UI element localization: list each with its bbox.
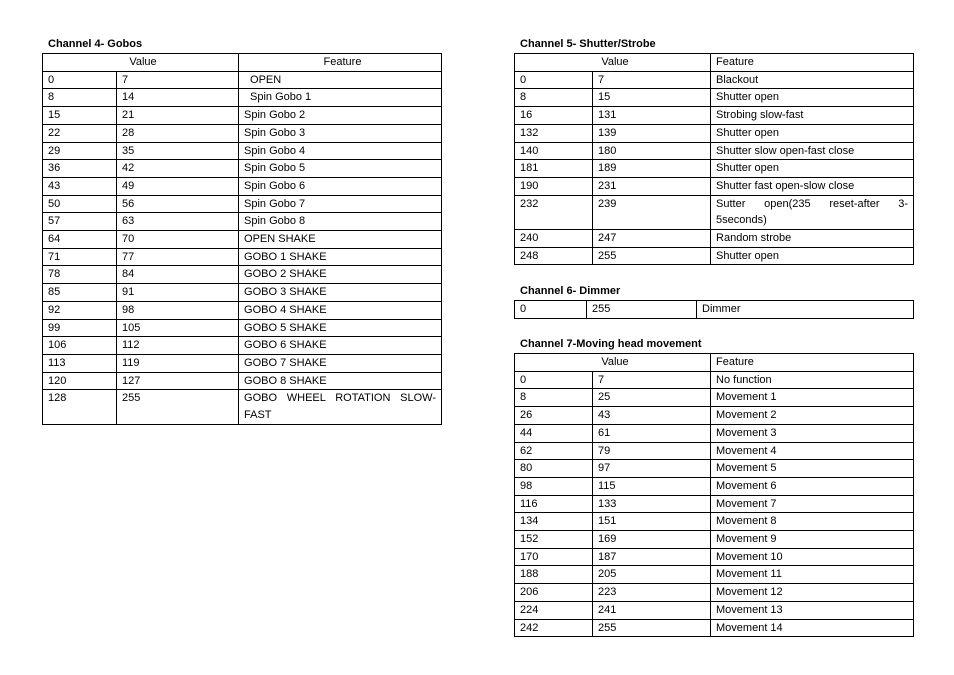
feature: Spin Gobo 1 [239,89,442,107]
value-to: 151 [593,513,711,531]
feature: No function [711,371,914,389]
value-from: 188 [515,566,593,584]
header-feature: Feature [711,354,914,372]
feature: Spin Gobo 7 [239,195,442,213]
value-from: 134 [515,513,593,531]
value-from: 44 [515,424,593,442]
value-to: 223 [593,584,711,602]
table-row [515,389,914,407]
table-row [43,319,442,337]
table-row [515,160,914,178]
value-to: 255 [593,247,711,265]
value-to: 255 [117,390,239,424]
value-to: 127 [117,372,239,390]
value-from: 22 [43,124,117,142]
table-row [43,124,442,142]
value-to: 70 [117,231,239,249]
value-to: 15 [593,89,711,107]
value-from: 106 [43,337,117,355]
table-row [43,71,442,89]
feature: Spin Gobo 5 [239,160,442,178]
table-row [515,619,914,637]
feature: Shutter open [711,89,914,107]
feature: Spin Gobo 2 [239,107,442,125]
feature: Blackout [711,71,914,89]
table-header-row [515,354,914,372]
feature: Movement 14 [711,619,914,637]
feature: Strobing slow-fast [711,107,914,125]
feature: Movement 8 [711,513,914,531]
value-to: 119 [117,354,239,372]
table-row [515,371,914,389]
table-row [43,354,442,372]
table-row [515,107,914,125]
value-from: 140 [515,142,593,160]
value-from: 99 [43,319,117,337]
value-from: 224 [515,601,593,619]
feature: Spin Gobo 8 [239,213,442,231]
feature: GOBO 2 SHAKE [239,266,442,284]
table-row [515,71,914,89]
value-to: 7 [593,371,711,389]
channel-5-title: Channel 5- Shutter/Strobe [520,38,656,50]
feature: GOBO 1 SHAKE [239,248,442,266]
header-value: Value [515,54,711,72]
table-row [515,531,914,549]
feature: GOBO 8 SHAKE [239,372,442,390]
feature: Movement 13 [711,601,914,619]
value-from: 92 [43,301,117,319]
value-from: 57 [43,213,117,231]
value-from: 64 [43,231,117,249]
table-row [515,548,914,566]
value-from: 36 [43,160,117,178]
feature: Movement 11 [711,566,914,584]
value-from: 8 [515,389,593,407]
table-row [43,266,442,284]
value-from: 8 [515,89,593,107]
value-to: 42 [117,160,239,178]
value-from: 242 [515,619,593,637]
channel-6-table [514,300,914,319]
channel-4-title: Channel 4- Gobos [48,38,143,50]
value-to: 91 [117,284,239,302]
value-to: 131 [593,107,711,125]
feature: Movement 4 [711,442,914,460]
value-from: 232 [515,195,593,229]
feature: Spin Gobo 4 [239,142,442,160]
feature: Movement 5 [711,460,914,478]
table-row [43,390,442,424]
value-to: 84 [117,266,239,284]
table-row [515,177,914,195]
table-row [515,513,914,531]
feature: Sutter open(235 reset-after 3-5seconds) [711,195,914,229]
feature: GOBO WHEEL ROTATION SLOW-FAST [239,390,442,424]
value-to: 7 [593,71,711,89]
feature: Movement 3 [711,424,914,442]
table-row [515,584,914,602]
value-to: 7 [117,71,239,89]
feature: GOBO 4 SHAKE [239,301,442,319]
feature: GOBO 7 SHAKE [239,354,442,372]
value-from: 190 [515,177,593,195]
value-to: 49 [117,177,239,195]
table-row [43,89,442,107]
table-row [515,301,914,319]
value-to: 187 [593,548,711,566]
value-from: 0 [515,301,587,319]
feature: GOBO 5 SHAKE [239,319,442,337]
value-to: 105 [117,319,239,337]
value-from: 98 [515,477,593,495]
feature: Shutter open [711,160,914,178]
value-to: 43 [593,407,711,425]
value-to: 112 [117,337,239,355]
table-row [515,142,914,160]
value-from: 0 [515,371,593,389]
value-from: 128 [43,390,117,424]
value-from: 80 [515,460,593,478]
table-header-row [515,54,914,72]
header-value: Value [515,354,711,372]
table-row [43,372,442,390]
value-to: 241 [593,601,711,619]
feature: OPEN [239,71,442,89]
value-to: 239 [593,195,711,229]
value-from: 29 [43,142,117,160]
value-from: 16 [515,107,593,125]
feature: OPEN SHAKE [239,231,442,249]
channel-4-table [42,53,442,425]
feature: Shutter slow open-fast close [711,142,914,160]
feature: Movement 1 [711,389,914,407]
value-to: 14 [117,89,239,107]
feature: Dimmer [697,301,914,319]
table-row [43,177,442,195]
value-from: 132 [515,124,593,142]
value-from: 8 [43,89,117,107]
table-row [43,337,442,355]
channel-6-title: Channel 6- Dimmer [520,285,621,297]
channel-7-table [514,353,914,637]
table-row [515,195,914,229]
value-from: 248 [515,247,593,265]
header-value: Value [43,54,239,72]
table-row [515,477,914,495]
value-to: 61 [593,424,711,442]
value-from: 120 [43,372,117,390]
value-to: 115 [593,477,711,495]
value-to: 35 [117,142,239,160]
table-row [43,301,442,319]
value-from: 0 [43,71,117,89]
table-row [43,248,442,266]
value-from: 78 [43,266,117,284]
value-from: 152 [515,531,593,549]
value-to: 63 [117,213,239,231]
table-row [43,231,442,249]
value-to: 133 [593,495,711,513]
feature: Spin Gobo 6 [239,177,442,195]
feature: Movement 6 [711,477,914,495]
value-to: 139 [593,124,711,142]
channel-7-title: Channel 7-Moving head movement [520,338,702,350]
table-row [515,460,914,478]
value-from: 71 [43,248,117,266]
value-to: 255 [587,301,697,319]
value-to: 79 [593,442,711,460]
value-to: 255 [593,619,711,637]
table-row [43,213,442,231]
header-feature: Feature [711,54,914,72]
value-from: 26 [515,407,593,425]
value-from: 181 [515,160,593,178]
feature: Movement 7 [711,495,914,513]
table-header-row [43,54,442,72]
value-to: 180 [593,142,711,160]
value-from: 62 [515,442,593,460]
value-to: 25 [593,389,711,407]
table-row [515,124,914,142]
feature: Spin Gobo 3 [239,124,442,142]
value-to: 28 [117,124,239,142]
value-to: 56 [117,195,239,213]
value-from: 113 [43,354,117,372]
value-to: 77 [117,248,239,266]
value-from: 240 [515,230,593,248]
feature: Movement 9 [711,531,914,549]
value-to: 231 [593,177,711,195]
feature: Random strobe [711,230,914,248]
table-row [43,107,442,125]
table-row [43,284,442,302]
feature: GOBO 3 SHAKE [239,284,442,302]
table-row [515,495,914,513]
header-feature: Feature [239,54,442,72]
feature: Shutter open [711,247,914,265]
table-row [515,247,914,265]
value-from: 15 [43,107,117,125]
table-row [43,142,442,160]
value-to: 98 [117,301,239,319]
table-row [515,424,914,442]
table-row [43,195,442,213]
feature: Movement 2 [711,407,914,425]
value-from: 43 [43,177,117,195]
table-row [515,566,914,584]
feature: Shutter open [711,124,914,142]
channel-5-table [514,53,914,265]
feature: Movement 10 [711,548,914,566]
table-row [515,407,914,425]
feature: Shutter fast open-slow close [711,177,914,195]
value-from: 85 [43,284,117,302]
value-to: 21 [117,107,239,125]
table-row [515,89,914,107]
value-from: 170 [515,548,593,566]
value-to: 205 [593,566,711,584]
value-from: 50 [43,195,117,213]
value-to: 97 [593,460,711,478]
value-from: 116 [515,495,593,513]
feature: GOBO 6 SHAKE [239,337,442,355]
table-row [43,160,442,178]
table-row [515,601,914,619]
value-to: 189 [593,160,711,178]
feature: Movement 12 [711,584,914,602]
value-from: 206 [515,584,593,602]
value-to: 247 [593,230,711,248]
value-from: 0 [515,71,593,89]
table-row [515,442,914,460]
table-row [515,230,914,248]
value-to: 169 [593,531,711,549]
